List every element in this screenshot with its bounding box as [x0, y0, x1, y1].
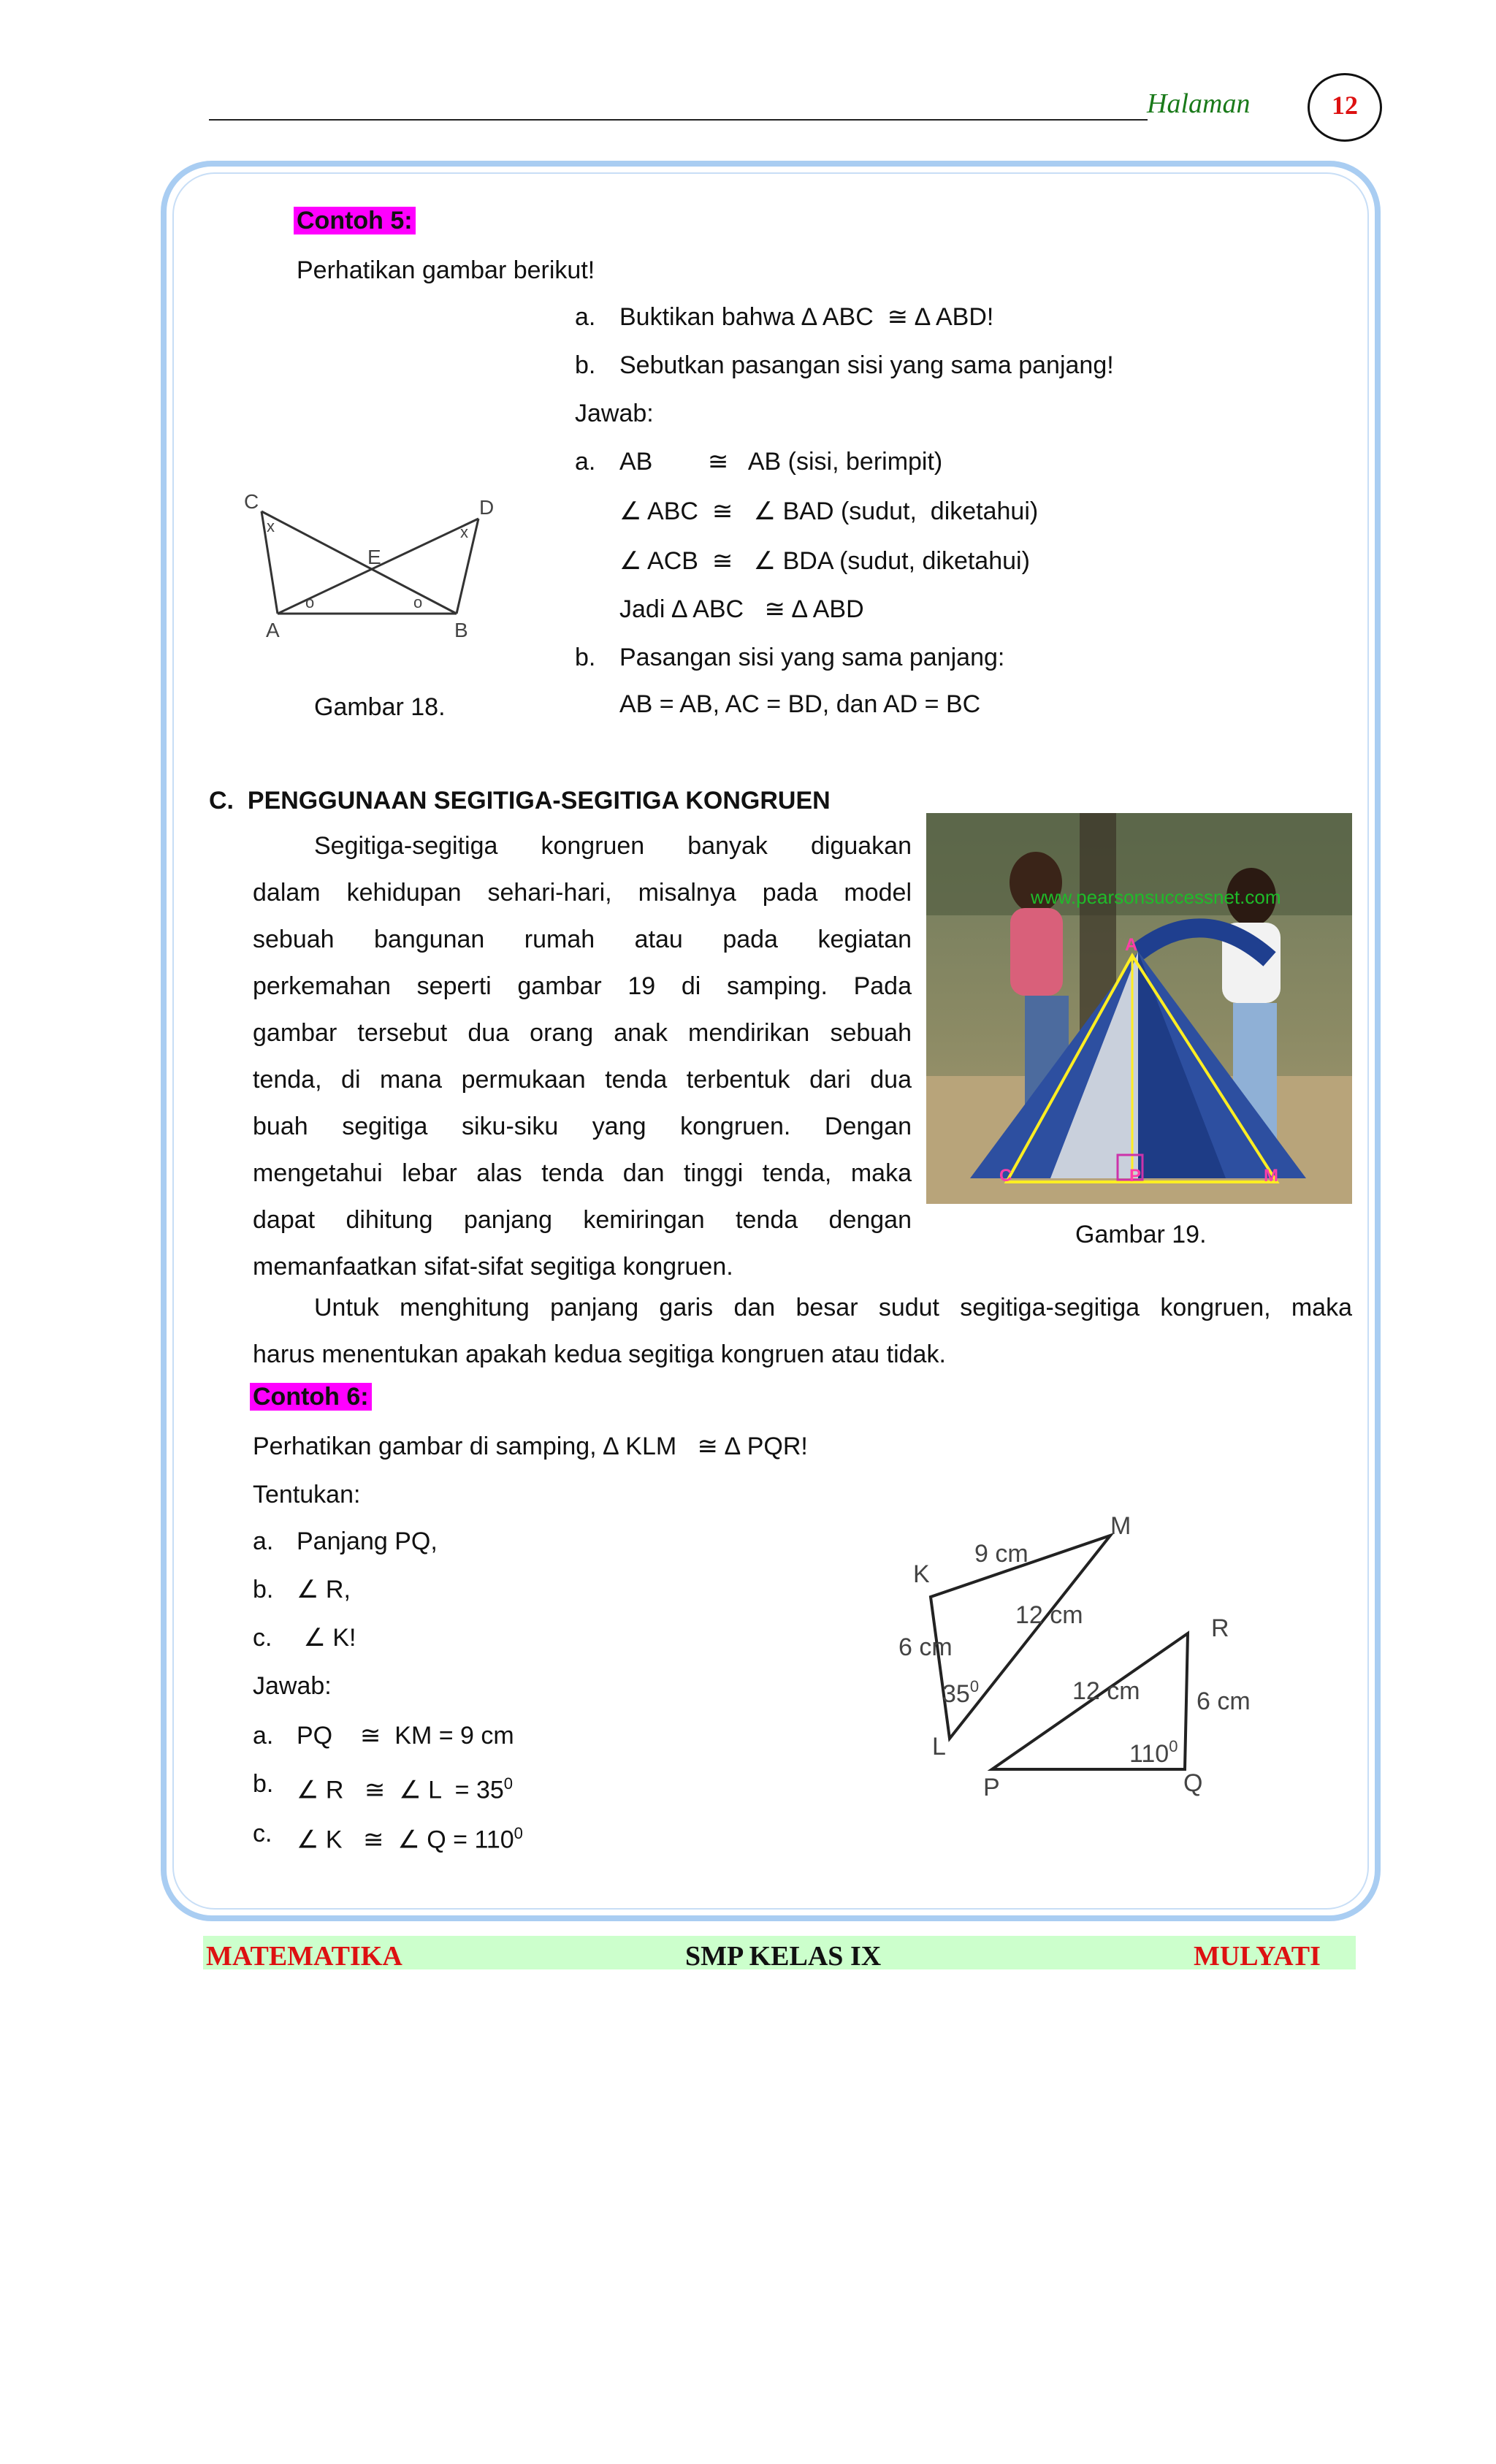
figure-18-caption: Gambar 18. [314, 693, 446, 721]
paragraph-line: buah segitiga siku-siku yang kongruen. Dengan [253, 1113, 912, 1140]
example6-task-b: ∠ R, [297, 1576, 351, 1603]
paragraph-line: gambar tersebut dua orang anak mendirikan sebuah [253, 1019, 912, 1047]
example6-answer-c-marker: c. [253, 1820, 272, 1847]
example6-task-c-marker: c. [253, 1624, 272, 1652]
footer-class: SMP KELAS IX [685, 1941, 882, 1972]
figure-18-label-a: A [266, 619, 280, 641]
example6-answer-b: ∠ R ≅ ∠ $L = 35^0$ [297, 1774, 514, 1804]
example5-label: Contoh 5: [294, 206, 416, 235]
example5-answer-line-3: ∠ ACB ≅ ∠ BDA (sudut, diketahui) [619, 547, 1030, 575]
example6-task-a: Panjang PQ, [297, 1527, 438, 1555]
example5-answer-line-2: ∠ ABC ≅ ∠ BAD (sudut, diketahui) [619, 497, 1039, 525]
paragraph-line: perkemahan seperti gambar 19 di samping. Pada [253, 972, 912, 1000]
vertex-label-l: L [932, 1733, 946, 1761]
paragraph-line: dalam kehidupan sehari-hari, misalnya pada model [253, 879, 912, 907]
example5-question-a: Buktikan bahwa ∆ ABC ≅ ∆ ABD! [619, 303, 994, 331]
example6-task-c: ∠ K! [297, 1624, 356, 1652]
tent-label-p: P [1129, 1166, 1142, 1186]
paragraph-line: sebuah bangunan rumah atau pada kegiatan [253, 926, 912, 953]
paragraph-line: memanfaatkan sifat-sifat segitiga kongruen. [253, 1253, 733, 1281]
example5-question-b: Sebutkan pasangan sisi yang sama panjang! [619, 351, 1114, 379]
vertex-label-k: K [913, 1560, 930, 1588]
tent-label-a: A [1125, 935, 1138, 955]
section-c-paragraph-1 [253, 823, 912, 1290]
example6-answer-a: PQ ≅ KM = 9 cm [297, 1722, 514, 1750]
example5-answer-line-6: AB = AB, AC = BD, dan AD = BC [619, 690, 981, 718]
figure-18-diagram [234, 482, 497, 650]
example5-answer-line-4: Jadi ∆ ABC ≅ ∆ ABD [619, 595, 864, 623]
figure-18-label-d: D [479, 496, 495, 519]
example5-answer-line-5: Pasangan sisi yang sama panjang: [619, 644, 1005, 671]
page-number-badge [1308, 73, 1382, 142]
example6-task-b-marker: b. [253, 1576, 274, 1603]
vertex-label-m: M [1110, 1512, 1131, 1540]
photo-watermark: www.pearsonsuccessnet.com [1031, 886, 1281, 908]
figure-18-mark-x-c: x [267, 517, 275, 535]
example5-answer-a-marker: a. [575, 448, 596, 476]
example6-answer-b-marker: b. [253, 1770, 274, 1798]
example5-question-b-marker: b. [575, 351, 596, 379]
vertex-label-r: R [1211, 1614, 1229, 1642]
paragraph-line: Segitiga-segitiga kongruen banyak diguakan [314, 832, 912, 860]
section-c-paragraph-2 [253, 1284, 1352, 1378]
paragraph-line: Untuk menghitung panjang garis dan besar sudut segitiga-segitiga kongruen, maka [314, 1294, 1352, 1321]
example5-answer-label: Jawab: [575, 400, 654, 427]
section-c-heading: C. PENGGUNAAN SEGITIGA-SEGITIGA KONGRUEN [209, 787, 831, 815]
side-pr-label: 12 cm [1072, 1677, 1140, 1705]
example5-answer-b-marker: b. [575, 644, 596, 671]
paragraph-line: dapat dihitung panjang kemiringan tenda dengan [253, 1206, 912, 1234]
example5-answer-line-1: AB ≅ AB (sisi, berimpit) [619, 448, 943, 476]
figure-18-mark-o-a: o [305, 593, 315, 611]
paragraph-line: tenda, di mana permukaan tenda terbentuk dari dua [253, 1066, 912, 1094]
tent-label-c: C [999, 1166, 1012, 1186]
example6-task-a-marker: a. [253, 1527, 274, 1555]
example5-intro: Perhatikan gambar berikut! [297, 256, 595, 284]
figure-18-label-c: C [244, 490, 259, 513]
example6-answer-a-marker: a. [253, 1722, 274, 1750]
example6-label: Contoh 6: [250, 1382, 372, 1411]
angle-q-label: $110^0$ [1129, 1737, 1178, 1768]
figure-18-label-e: E [367, 546, 381, 568]
footer-author: MULYATI [1194, 1941, 1321, 1972]
side-qr-label: 6 cm [1197, 1687, 1251, 1715]
figure-18-label-b: B [454, 619, 468, 641]
paragraph-line: harus menentukan apakah kedua segitiga kongruen atau tidak. [253, 1340, 946, 1368]
example6-answer-label: Jawab: [253, 1672, 332, 1700]
example5-question-a-marker: a. [575, 303, 596, 331]
figure-18-mark-x-d: x [460, 523, 468, 541]
halaman-label: Halaman [1147, 88, 1251, 119]
page-number: 12 [1332, 91, 1358, 120]
vertex-label-p: P [983, 1774, 1000, 1801]
tent-photo [926, 813, 1352, 1204]
example6-answer-c: ∠ K ≅ ∠ $Q = 110^0$ [297, 1824, 523, 1854]
side-kl-label: 6 cm [898, 1633, 953, 1661]
example6-intro: Perhatikan gambar di samping, ∆ KLM ≅ ∆ PQR! [253, 1433, 808, 1460]
vertex-label-q: Q [1183, 1769, 1203, 1797]
example6-task-label: Tentukan: [253, 1481, 361, 1508]
side-km-label: 9 cm [974, 1540, 1028, 1568]
paragraph-line: mengetahui lebar alas tenda dan tinggi tenda, maka [253, 1159, 912, 1187]
angle-l-label: $35^0$ [942, 1677, 980, 1708]
tent-label-m: M [1264, 1166, 1278, 1186]
figure-18-mark-o-b: o [413, 593, 423, 611]
triangles-klm-pqr-diagram [891, 1505, 1286, 1812]
footer-bar [203, 1936, 1356, 1972]
tent-illustration [926, 813, 1352, 1204]
side-lm-label: 12 cm [1015, 1601, 1083, 1629]
header-rule [209, 119, 1148, 121]
figure-19-caption: Gambar 19. [1075, 1221, 1207, 1248]
footer-subject: MATEMATIKA [206, 1941, 402, 1972]
